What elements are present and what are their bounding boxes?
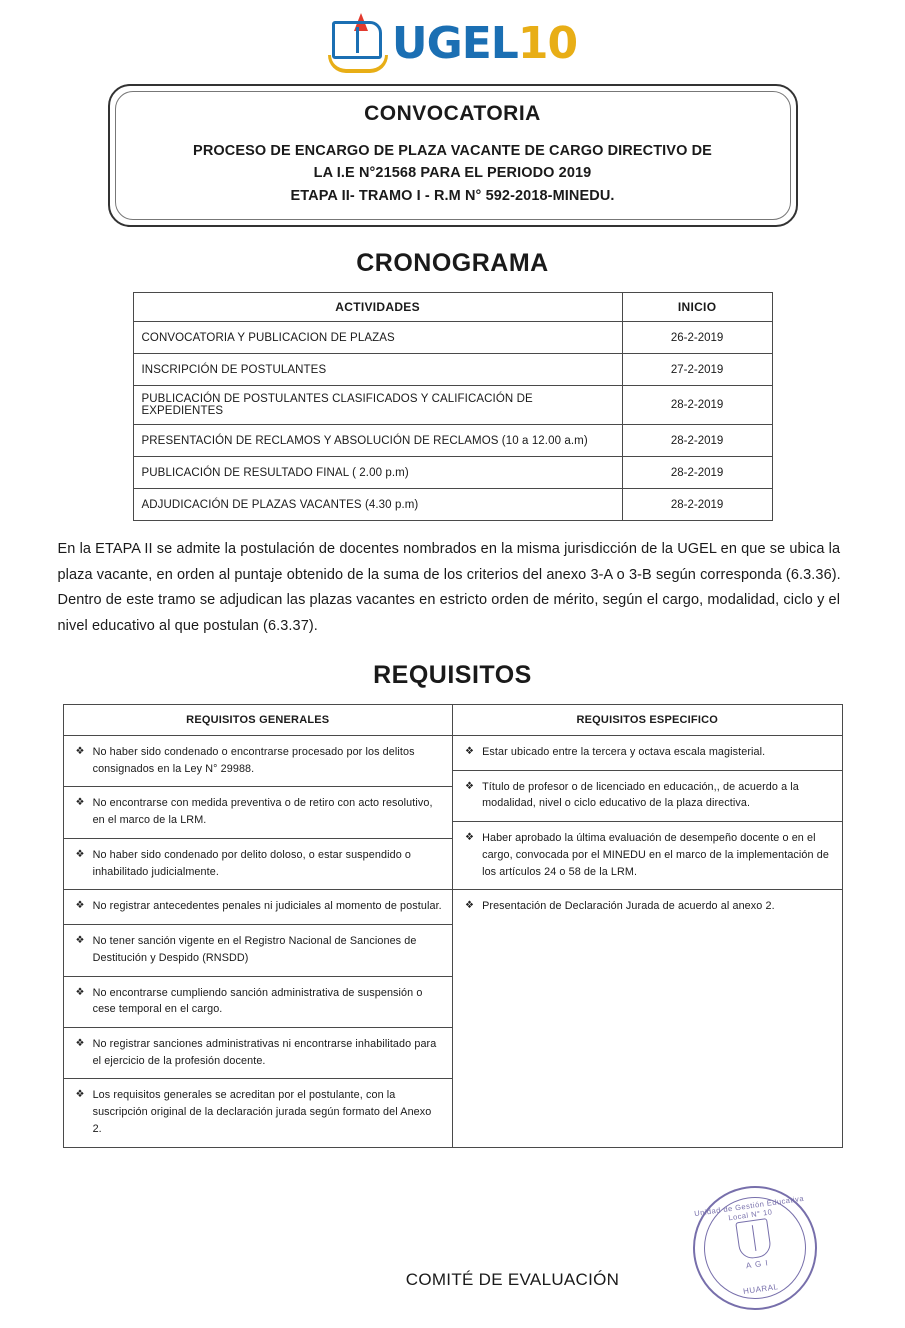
diamond-bullet-icon: ❖	[75, 935, 85, 947]
table-header-row	[133, 293, 772, 322]
schedule-col-activities: ACTIVIDADES	[133, 293, 622, 322]
announcement-line-2: LA I.E N°21568 PARA EL PERIODO 2019	[313, 165, 592, 182]
schedule-activity: PUBLICACIÓN DE POSTULANTES CLASIFICADOS Y CALIFICACIÓN DE EXPEDIENTES	[133, 386, 622, 425]
announcement-line-1: PROCESO DE ENCARGO DE PLAZA VACANTE DE CARGO DIRECTIVO DE	[193, 143, 712, 159]
seal-bottom-text: HUARAL	[742, 1282, 779, 1297]
requirement-text: Haber aprobado la última evaluación de desempeño docente o en el cargo, convocada por el MINEDU en el marco de la implementación de los artículos 24 o 58 de la LRM.	[482, 832, 829, 878]
diamond-bullet-icon: ❖	[75, 1089, 85, 1101]
schedule-date: 28-2-2019	[622, 489, 772, 521]
list-item	[64, 1028, 453, 1079]
body-text	[58, 537, 848, 639]
list-item	[453, 771, 842, 822]
diamond-bullet-icon: ❖	[75, 745, 85, 757]
schedule-activity: PRESENTACIÓN DE RECLAMOS Y ABSOLUCIÓN DE RECLAMOS (10 a 12.00 a.m)	[133, 425, 622, 457]
diamond-bullet-icon: ❖	[75, 1037, 85, 1049]
schedule-table	[133, 292, 773, 521]
logo-brand: UGEL	[391, 18, 518, 69]
requirements-col-specific: REQUISITOS ESPECIFICO	[453, 704, 843, 735]
logo-number: 10	[517, 18, 578, 69]
schedule-date: 27-2-2019	[622, 354, 772, 386]
requirement-text: No tener sanción vigente en el Registro Nacional de Sanciones de Destitución y Despido (RNSDD)	[92, 935, 417, 964]
diamond-bullet-icon: ❖	[465, 832, 475, 844]
requirement-text: Estar ubicado entre la tercera y octava escala magisterial.	[482, 745, 766, 758]
requirement-text: No haber sido condenado o encontrarse procesado por los delitos consignados en la Ley N° 29988.	[92, 745, 415, 775]
schedule-col-start: INICIO	[622, 293, 772, 322]
schedule-date: 28-2-2019	[622, 386, 772, 425]
diamond-bullet-icon: ❖	[75, 900, 85, 912]
diamond-bullet-icon: ❖	[465, 745, 475, 757]
diamond-bullet-icon: ❖	[75, 986, 85, 998]
requirement-text: Presentación de Declaración Jurada de acuerdo al anexo 2.	[482, 900, 775, 913]
diamond-bullet-icon: ❖	[465, 900, 475, 912]
table-row	[133, 425, 772, 457]
table-row	[63, 735, 842, 1147]
list-item	[64, 839, 453, 890]
body-paragraph-1: En la ETAPA II se admite la postulación de docentes nombrados en la misma jurisdicción de la UGEL en que se ubica la plaza vacante, en orden al puntaje obtenido de la suma de los criterios del anexo 3-A o 3-B según corresponda (6.3.36).	[57, 541, 841, 583]
schedule-date: 28-2-2019	[622, 425, 772, 457]
list-item	[64, 1079, 453, 1146]
schedule-heading: CRONOGRAMA	[356, 249, 549, 278]
schedule-date: 28-2-2019	[622, 457, 772, 489]
announcement-line-3: ETAPA II- TRAMO I - R.M N° 592-2018-MINEDU.	[290, 187, 615, 204]
list-item	[64, 736, 453, 787]
book-flame-wreath-icon	[328, 15, 388, 73]
announcement-box	[108, 84, 798, 227]
coat-of-arms-icon	[735, 1218, 772, 1260]
requirement-text: No encontrarse cumpliendo sanción administrativa de suspensión o cese temporal en el cargo.	[92, 986, 423, 1016]
ugel-logo	[328, 15, 577, 73]
list-item	[64, 977, 453, 1028]
official-seal-stamp	[685, 1178, 825, 1318]
committee-label: COMITÉ DE EVALUACIÓN	[405, 1270, 620, 1289]
requirements-col-general: REQUISITOS GENERALES	[63, 704, 453, 735]
schedule-activity: ADJUDICACIÓN DE PLAZAS VACANTES (4.30 p.m)	[133, 489, 622, 521]
list-item	[64, 925, 453, 976]
requirement-text: Título de profesor o de licenciado en educación,, de acuerdo a la modalidad, nivel o ciclo educativo de la plaza directiva.	[482, 780, 799, 810]
schedule-activity: INSCRIPCIÓN DE POSTULANTES	[133, 354, 622, 386]
seal-middle-text: A G I	[745, 1258, 770, 1271]
table-row	[133, 489, 772, 521]
diamond-bullet-icon: ❖	[465, 780, 475, 792]
table-row	[133, 457, 772, 489]
table-row	[133, 322, 772, 354]
table-row	[133, 354, 772, 386]
list-item	[453, 890, 842, 924]
list-item	[453, 822, 842, 890]
requirement-text: Los requisitos generales se acreditan por el postulante, con la suscripción original de la declaración jurada según formato del Anexo 2.	[92, 1089, 432, 1135]
table-header-row	[63, 704, 842, 735]
logo-header	[0, 0, 905, 78]
schedule-activity: PUBLICACIÓN DE RESULTADO FINAL ( 2.00 p.m)	[133, 457, 622, 489]
logo-wordmark	[391, 18, 578, 69]
requirement-text: No registrar sanciones administrativas ni encontrarse inhabilitado para el ejercicio de la profesión docente.	[92, 1037, 437, 1067]
requirements-general-cell	[63, 735, 453, 1147]
requirements-table	[63, 704, 843, 1148]
diamond-bullet-icon: ❖	[75, 797, 85, 809]
announcement-title: CONVOCATORIA	[364, 102, 541, 125]
requirement-text: No haber sido condenado por delito doloso, o estar suspendido o inhabilitado judicialmente.	[92, 848, 412, 878]
list-item	[64, 890, 453, 925]
table-row	[133, 386, 772, 425]
list-item	[64, 787, 453, 838]
requirements-specific-cell	[453, 735, 843, 1147]
list-item	[453, 736, 842, 771]
requirement-text: No registrar antecedentes penales ni judiciales al momento de postular.	[92, 900, 442, 913]
schedule-date: 26-2-2019	[622, 322, 772, 354]
schedule-activity: CONVOCATORIA Y PUBLICACION DE PLAZAS	[133, 322, 622, 354]
body-paragraph-2: Dentro de este tramo se adjudican las plazas vacantes en estricto orden de mérito, según el cargo, modalidad, ciclo y el nivel educativo al que postulan (6.3.37).	[57, 592, 841, 634]
requirement-text: No encontrarse con medida preventiva o de retiro con acto resolutivo, en el marco de la LRM.	[92, 797, 433, 827]
seal-top-text: Unidad de Gestión Educativa Local N° 10	[693, 1193, 805, 1223]
requirements-heading: REQUISITOS	[373, 660, 532, 689]
diamond-bullet-icon: ❖	[75, 848, 85, 860]
